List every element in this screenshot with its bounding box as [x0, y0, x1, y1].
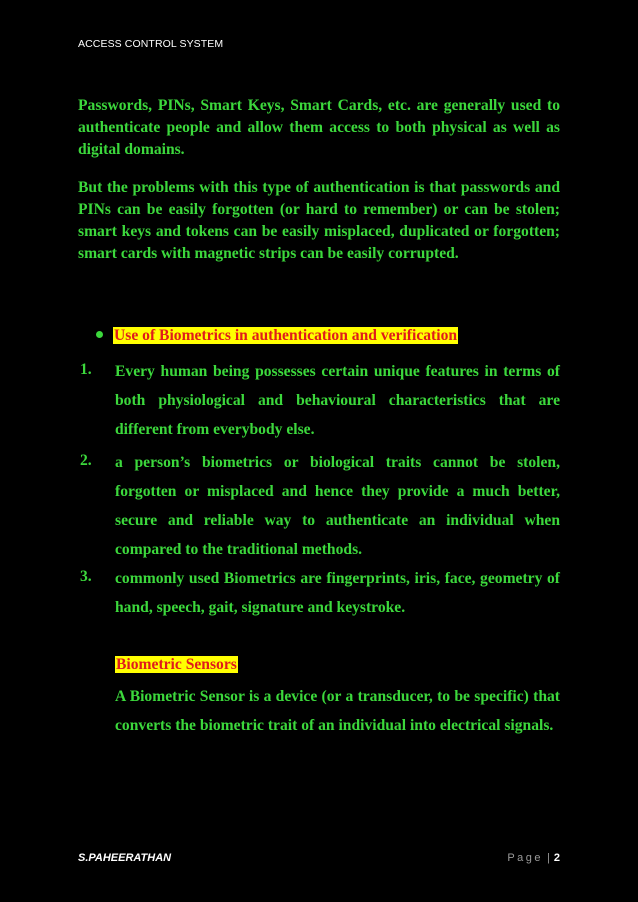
bullet-dot-icon: [96, 331, 103, 338]
list-item: a person’s biometrics or biological traits cannot be stolen, forgotten or misplaced and hence they provide a much better, secure and reliable way to authenticate an individual when compared to the traditional methods.: [115, 454, 560, 558]
footer-page-number: [507, 852, 560, 864]
footer-author: S.PAHEERATHAN: [78, 852, 172, 864]
sensors-heading-row: [115, 654, 238, 676]
page-separator: |: [547, 852, 550, 864]
page-number: 2: [553, 852, 560, 864]
page-header: ACCESS CONTROL SYSTEM: [78, 38, 224, 50]
list-item: Every human being possesses certain unique features in terms of both physiological and behavioural characteristics that are different from everybody else.: [115, 363, 560, 438]
biometrics-heading: Use of Biometrics in authentication and verification: [114, 327, 458, 344]
page-label: Page: [507, 852, 544, 864]
sensors-heading: Biometric Sensors: [116, 656, 237, 673]
list-number: 2.: [80, 452, 92, 469]
list-number: 3.: [80, 568, 92, 585]
sensors-paragraph: A Biometric Sensor is a device (or a transducer, to be specific) that converts the biometric trait of an individual into electrical signals.: [115, 688, 560, 734]
page-footer: [78, 852, 560, 868]
paragraph-problems: But the problems with this type of authentication is that passwords and PINs can be easily forgotten (or hard to remember) or can be stolen; smart keys and tokens can be easily misplaced, duplicated or forgotten; smart cards with magnetic strips can be easily corrupted.: [78, 179, 560, 262]
bullet-item: [96, 325, 458, 347]
list-number: 1.: [80, 361, 92, 378]
list-item: commonly used Biometrics are fingerprints, iris, face, geometry of hand, speech, gait, signature and keystroke.: [115, 570, 560, 616]
paragraph-intro: Passwords, PINs, Smart Keys, Smart Cards, etc. are generally used to authenticate people and allow them access to both physical as well as digital domains.: [78, 97, 560, 158]
